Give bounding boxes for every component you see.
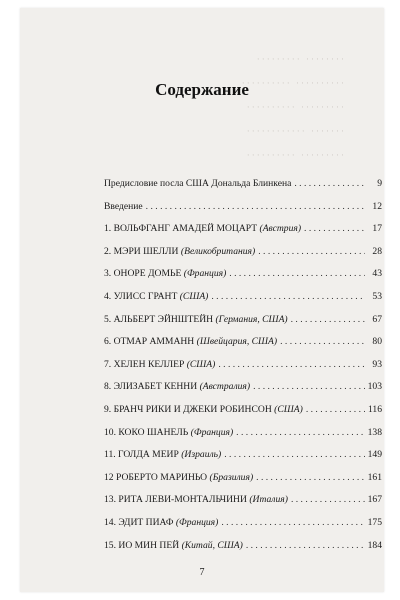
- toc-entry-page: 149: [367, 449, 382, 461]
- toc-entry: [104, 354, 382, 377]
- toc-entry-page: 93: [372, 358, 382, 370]
- toc-entry-page: 43: [372, 268, 382, 280]
- toc-entry-name: 15. ИО МИН ПЕЙ: [104, 539, 180, 551]
- toc-entry-name: 11. ГОЛДА МЕИР: [104, 449, 179, 461]
- toc-entry: [104, 489, 382, 512]
- toc-entry-name: 2. МЭРИ ШЕЛЛИ: [104, 245, 179, 257]
- toc-entry-title: [104, 467, 253, 490]
- toc-entry-page: 161: [367, 471, 382, 483]
- toc-entry-name: 10. КОКО ШАНЕЛЬ: [104, 426, 189, 438]
- toc-entry-name: Введение: [104, 200, 143, 212]
- dot-leader: [256, 467, 364, 490]
- table-of-contents: [104, 173, 382, 557]
- toc-entry-region: (Германия, США): [215, 313, 288, 325]
- toc-entry-title: [104, 286, 208, 309]
- dot-leader: [221, 512, 364, 535]
- toc-entry: [104, 263, 382, 286]
- toc-entry: [104, 376, 382, 399]
- toc-entry-page: 28: [372, 245, 382, 257]
- toc-entry-region: (Франция): [183, 268, 227, 280]
- toc-entry-region: (Италия): [249, 494, 288, 506]
- toc-entry-name: 14. ЭДИТ ПИАФ: [104, 516, 174, 528]
- toc-entry-region: (Бразилия): [209, 471, 254, 483]
- toc-entry-region: (Китай, США): [181, 539, 243, 551]
- book-page: [20, 8, 384, 592]
- toc-entry-title: [104, 241, 255, 264]
- toc-entry-name: Предисловие посла США Дональда Блинкена: [104, 178, 292, 189]
- toc-entry-region: (Австрия): [259, 223, 302, 235]
- toc-entry: [104, 196, 382, 219]
- toc-entry-title: [104, 444, 221, 467]
- bleed-through-text: ········· ········: [256, 54, 346, 64]
- toc-entry-page: 167: [367, 494, 382, 506]
- toc-entry-name: 7. ХЕЛЕН КЕЛЛЕР: [104, 358, 185, 370]
- dot-leader: [280, 331, 365, 354]
- toc-entry-title: [104, 422, 233, 445]
- toc-entry-page: 175: [367, 516, 382, 528]
- toc-entry-page: 67: [372, 313, 382, 325]
- toc-entry: [104, 512, 382, 535]
- toc-entry-name: 9. БРАНЧ РИКИ И ДЖЕКИ РОБИНСОН: [104, 403, 272, 415]
- toc-entry-title: [104, 535, 243, 558]
- toc-entry-page: 17: [372, 223, 382, 235]
- toc-entry-region: (США): [179, 290, 209, 302]
- toc-entry-title: [104, 376, 250, 399]
- toc-entry-page: 80: [372, 336, 382, 348]
- toc-entry: [104, 309, 382, 332]
- toc-entry-region: (Франция): [175, 516, 219, 528]
- toc-entry-title: [104, 263, 226, 286]
- bleed-through-text: ·········· ·········: [246, 102, 346, 112]
- toc-entry-name: 8. ЭЛИЗАБЕТ КЕННИ: [104, 381, 198, 393]
- toc-entry-name: 12 РОБЕРТО МАРИНЬО: [104, 471, 208, 483]
- toc-entry-name: 6. ОТМАР АММАНН: [104, 336, 195, 348]
- toc-entry: [104, 241, 382, 264]
- toc-entry-title: [104, 489, 288, 512]
- toc-entry-title: [104, 354, 215, 377]
- dot-leader: [294, 173, 365, 196]
- dot-leader: [146, 196, 365, 219]
- toc-entry-title: [104, 512, 218, 535]
- bleed-through-text: ·········· ·········: [246, 150, 346, 160]
- toc-entry: [104, 535, 382, 558]
- toc-entry-title: [104, 218, 301, 241]
- dot-leader: [224, 444, 364, 467]
- toc-entry: [104, 218, 382, 241]
- toc-entry: [104, 173, 382, 196]
- toc-entry-region: (Великобритания): [180, 245, 256, 257]
- toc-entry-region: (Австралия): [199, 381, 251, 393]
- toc-entry: [104, 444, 382, 467]
- toc-entry-region: (США): [274, 403, 303, 415]
- toc-entry-page: 103: [367, 381, 382, 393]
- toc-entry-title: [104, 331, 277, 354]
- dot-leader: [291, 309, 365, 332]
- dot-leader: [211, 286, 365, 309]
- toc-entry-name: 13. РИТА ЛЕВИ-МОНТАЛЬЧИНИ: [104, 494, 247, 506]
- toc-entry-name: 1. ВОЛЬФГАНГ АМАДЕЙ МОЦАРТ: [104, 223, 258, 235]
- dot-leader: [253, 376, 365, 399]
- dot-leader: [236, 422, 364, 445]
- toc-entry-name: 5. АЛЬБЕРТ ЭЙНШТЕЙН: [104, 313, 214, 325]
- toc-entry: [104, 467, 382, 490]
- bleed-through-text: ·········· ··········: [241, 78, 346, 88]
- bleed-through-text: ············ ·······: [246, 126, 346, 136]
- toc-entry: [104, 422, 382, 445]
- toc-entry-page: 9: [377, 178, 382, 189]
- toc-entry-title: [104, 196, 143, 219]
- toc-entry-region: (США): [186, 358, 216, 370]
- page-number: 7: [199, 567, 205, 578]
- toc-entry-title: [104, 399, 303, 422]
- toc-entry-page: 53: [372, 290, 382, 302]
- toc-entry: [104, 331, 382, 354]
- toc-entry: [104, 286, 382, 309]
- toc-entry-name: 4. УЛИСС ГРАНТ: [104, 290, 178, 302]
- contents-heading: Содержание: [155, 80, 249, 100]
- dot-leader: [218, 354, 365, 377]
- toc-entry-page: 138: [367, 426, 382, 438]
- toc-entry-page: 12: [372, 200, 382, 212]
- toc-entry-title: [104, 173, 291, 196]
- dot-leader: [306, 399, 365, 422]
- toc-entry: [104, 399, 382, 422]
- dot-leader: [246, 535, 365, 558]
- toc-entry-region: (Франция): [190, 426, 234, 438]
- toc-entry-title: [104, 309, 288, 332]
- dot-leader: [229, 263, 365, 286]
- toc-entry-page: 184: [367, 539, 382, 551]
- toc-entry-region: (Швейцария, США): [196, 336, 278, 348]
- dot-leader: [304, 218, 365, 241]
- toc-entry-region: (Израиль): [181, 449, 222, 461]
- toc-entry-page: 116: [367, 403, 382, 415]
- dot-leader: [291, 489, 365, 512]
- dot-leader: [258, 241, 365, 264]
- toc-entry-name: 3. ОНОРЕ ДОМЬЕ: [104, 268, 182, 280]
